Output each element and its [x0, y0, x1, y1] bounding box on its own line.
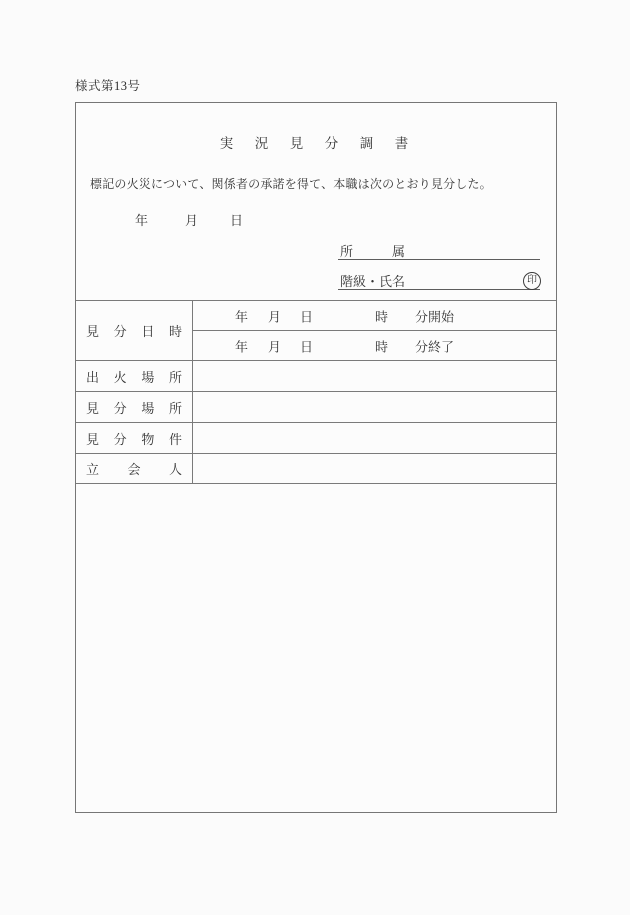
affiliation-underline — [338, 259, 540, 260]
inspection-location-label: 見分場所 — [76, 392, 193, 423]
seal-mark-icon: 印 — [523, 272, 541, 290]
start-minute-label: 分開始 — [415, 309, 455, 324]
end-year-label: 年 — [235, 339, 249, 354]
end-day-label: 日 — [300, 339, 314, 354]
table-row-fire-location — [76, 361, 556, 392]
date-month-label: 月 — [185, 213, 199, 228]
document-border-box — [75, 102, 557, 813]
inspection-object-label: 見分物件 — [76, 423, 193, 454]
inspection-datetime-label: 見分日時 — [76, 301, 193, 361]
table-row-datetime-start — [76, 301, 556, 331]
start-hour-label: 時 — [375, 309, 389, 324]
start-month-label: 月 — [268, 309, 282, 324]
datetime-start-cell — [193, 301, 557, 331]
blank-body-area — [76, 483, 556, 811]
document-title: 実 況 見 分 調 書 — [219, 136, 413, 151]
inspection-location-value-cell — [193, 392, 557, 423]
form-number-label: 様式第13号 — [75, 79, 141, 93]
start-year-label: 年 — [235, 309, 249, 324]
inspection-object-value-cell — [193, 423, 557, 454]
end-minute-label: 分終了 — [415, 339, 455, 354]
start-day-label: 日 — [300, 309, 314, 324]
datetime-end-cell — [193, 331, 557, 361]
date-year-label: 年 — [135, 213, 149, 228]
end-hour-label: 時 — [375, 339, 389, 354]
rank-name-underline — [338, 289, 540, 290]
report-date-line — [76, 210, 556, 226]
date-day-label: 日 — [230, 213, 244, 228]
fire-location-value-cell — [193, 361, 557, 392]
fire-location-label: 出火場所 — [76, 361, 193, 392]
end-month-label: 月 — [268, 339, 282, 354]
witness-label: 立会人 — [76, 454, 193, 484]
table-row-inspection-object — [76, 423, 556, 454]
rank-name-label: 階級・氏名 — [340, 274, 406, 289]
table-row-inspection-location — [76, 392, 556, 423]
witness-value-cell — [193, 454, 557, 484]
table-row-witness — [76, 454, 556, 484]
affiliation-label: 所 属 — [340, 244, 406, 259]
body-text: 標記の火災について、関係者の承諾を得て、本職は次のとおり見分した。 — [90, 177, 492, 191]
inspection-form-table — [76, 300, 556, 484]
